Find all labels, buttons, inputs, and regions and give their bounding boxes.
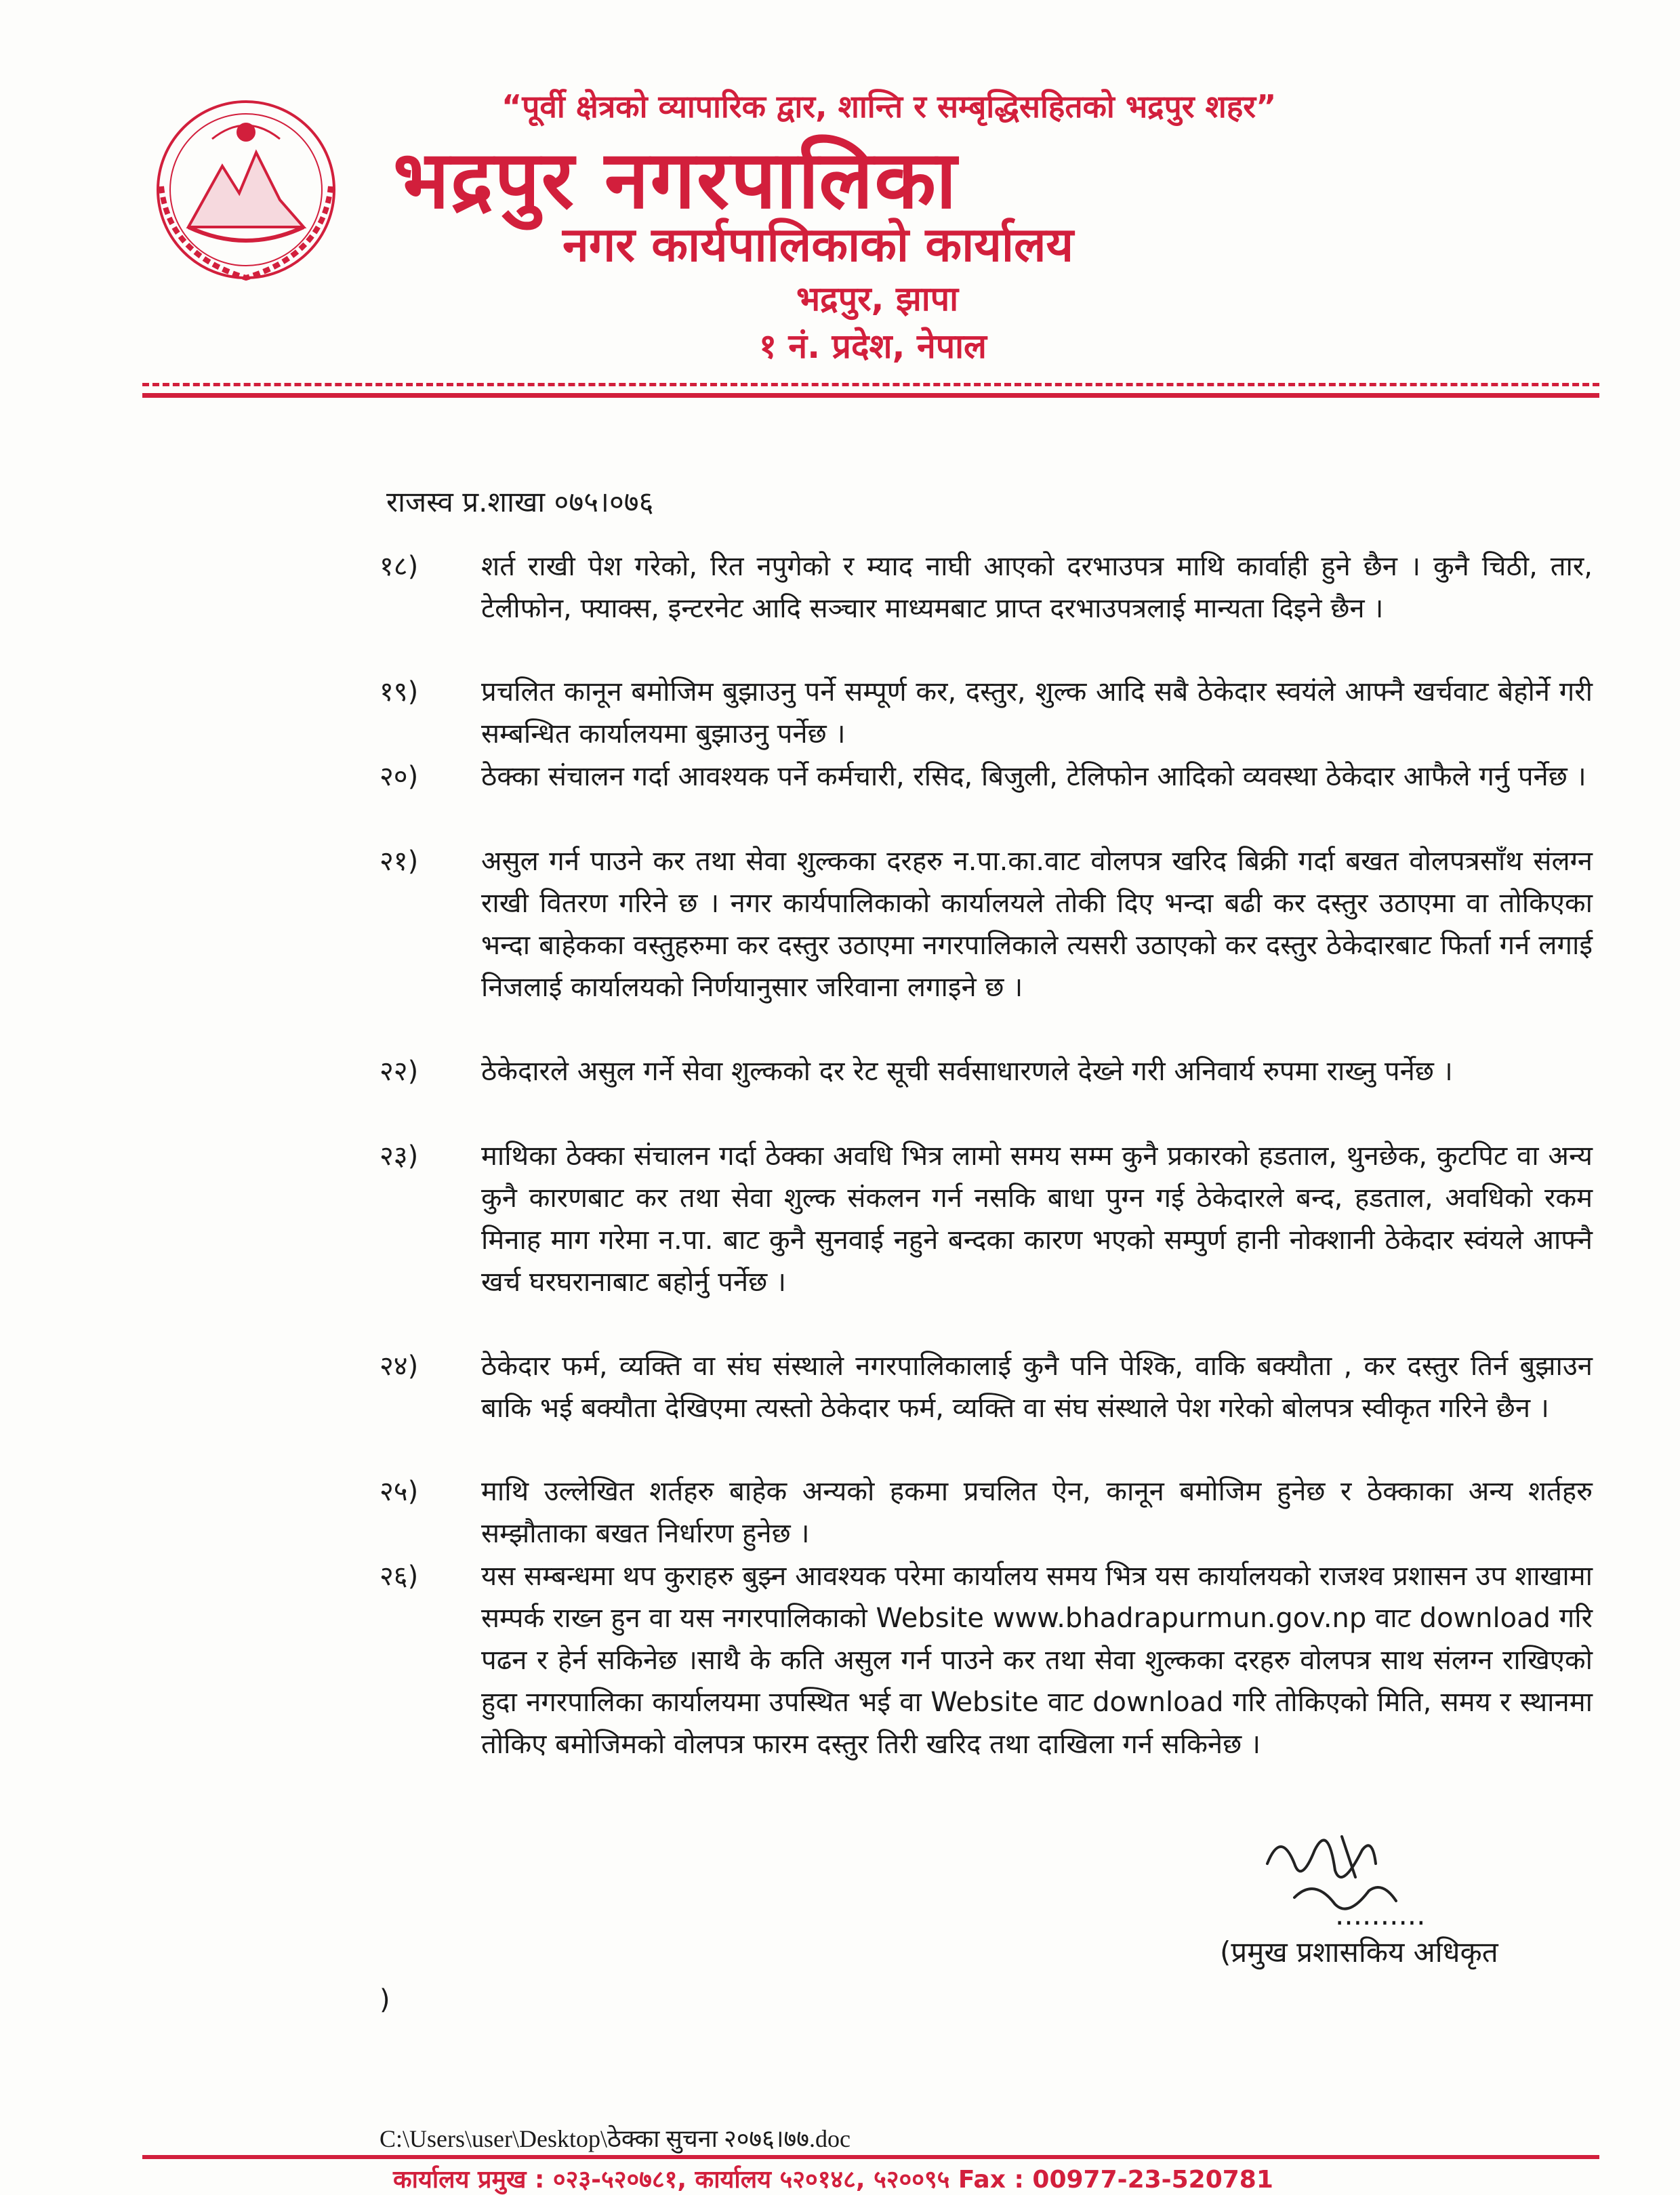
signature-dots: .......... [1335, 1898, 1426, 1931]
clause-number: २१) [380, 846, 419, 877]
office-name: नगर कार्यपालिकाको कार्यालय [562, 217, 1074, 272]
address-line-1: भद्रपुर, झापा [796, 279, 959, 319]
clause-text: माथि उल्लेखित शर्तहरु बाहेक अन्यको हकमा प्रचलित ऐन, कानून बमोजिम हुनेछ र ठेक्काका अन्य शर्तहरु सम्झौताका बखत निर्धारण हुनेछ । [481, 1476, 1593, 1549]
header-dashed-rule [142, 383, 1599, 386]
clause-text: माथिका ठेक्का संचालन गर्दा ठेक्का अवधि भित्र लामो समय सम्म कुनै प्रकारको हडताल, थुनछेक, कुटपिट वा अन्य कुनै कारणबाट कर तथा सेवा शुल्क संकलन गर्न नसकि बाधा पुग्न गई ठेकेदारले बन्द, हडताल, अवधिको रकम मिनाह माग गरेमा न.पा. बाट कुनै सुनवाई नहुने बन्दका कारण भएको सम्पुर्ण हानी नोक्शानी ठेकेदार स्वंयले आफ्नै खर्च घरघरानाबाट बहोर्नु पर्नेछ । [481, 1141, 1593, 1298]
file-path: C:\Users\user\Desktop\ठेक्का सुचना २०७६।७७.doc [380, 2125, 851, 2152]
clause-number: २०) [380, 761, 419, 792]
clause-number: २२) [380, 1056, 419, 1087]
municipality-name: भद्रपुर नगरपालिका [393, 133, 958, 226]
clause-number: २४) [380, 1351, 419, 1382]
clause-text: ठेक्का संचालन गर्दा आवश्यक पर्ने कर्मचारी, रसिद, बिजुली, टेलिफोन आदिको व्यवस्था ठेकेदार आफैले गर्नु पर्नेछ । [481, 761, 1586, 792]
clause-text: ठेकेदार फर्म, व्यक्ति वा संघ संस्थाले नगरपालिकालाई कुनै पनि पेश्कि, वाकि बक्यौता , कर दस्तुर तिर्न बुझाउन बाकि भई बक्यौता देखिएमा त्यस्तो ठेकेदार फर्म, व्यक्ति वा संघ संस्थाले पेश गरेको बोलपत्र स्वीकृत गरिने छैन । [481, 1351, 1593, 1424]
footer-rule [142, 2155, 1599, 2159]
clause-text: प्रचलित कानून बमोजिम बुझाउनु पर्ने सम्पूर्ण कर, दस्तुर, शुल्क आदि सबै ठेकेदार स्वयंले आफ्नै खर्चवाट बेहोर्ने गरी सम्बन्धित कार्यालयमा बुझाउनु पर्नेछ । [481, 676, 1593, 750]
designation-label: (प्रमुख प्रशासकिय अधिकृत [1220, 1935, 1498, 1969]
letterhead [0, 0, 1680, 407]
clause-text: असुल गर्न पाउने कर तथा सेवा शुल्कका दरहरु न.पा.का.वाट वोलपत्र खरिद बिक्री गर्दा बखत वोलपत्रसाँथ संलग्न राखी वितरण गरिने छ । नगर कार्यपालिकाको कार्यालयले तोकी दिए भन्दा बढी कर दस्तुर उठाएमा वा तोकिएका भन्दा बाहेकका वस्तुहरुमा कर दस्तुर उठाएमा नगरपालिकाले त्यसरी उठाएको कर दस्तुर ठेकेदारबाट फिर्ता गर्न लगाई निजलाई कार्यालयको निर्णयानुसार जरिवाना लगाइने छ । [481, 846, 1593, 1003]
clause-number: २६) [380, 1561, 419, 1592]
clause-number: २५) [380, 1476, 419, 1507]
stray-parenthesis: ) [380, 1984, 390, 2015]
clause-text: शर्त राखी पेश गरेको, रित नपुगेको र म्याद नाघी आएको दरभाउपत्र माथि कार्वाही हुने छैन । कुनै चिठी, तार, टेलीफोन, फ्याक्स, इन्टरनेट आदि सञ्चार माध्यमबाट प्राप्त दरभाउपत्रलाई मान्यता दिइने छैन । [481, 551, 1593, 624]
footer-contact: कार्यालय प्रमुख : ०२३-५२०७८१, कार्यालय ५२०१४८, ५२००९५ Fax : 00977-23-520781 [393, 2166, 1273, 2194]
clause-number: १९) [380, 676, 419, 707]
branch-reference: राजस्व प्र.शाखा ०७५।०७६ [386, 485, 654, 518]
clause-number: २३) [380, 1141, 419, 1172]
clause-text: यस सम्बन्धमा थप कुराहरु बुझ्न आवश्यक परेमा कार्यालय समय भित्र यस कार्यालयको राजश्व प्रशासन उप शाखामा सम्पर्क राख्न हुन वा यस नगरपालिकाको Website www.bhadrapurmun.gov.np वाट download गरि पढन र हेर्न सकिनेछ ।साथै के कति असुल गर्न पाउने कर तथा सेवा शुल्कका दरहरु वोलपत्र साथ संलग्न राखिएको हुदा नगरपालिका कार्यालयमा उपस्थित भई वा Website वाट download गरि तोकिएको मिति, समय र स्थानमा तोकिए बमोजिमको वोलपत्र फारम दस्तुर तिरी खरिद तथा दाखिला गर्न सकिनेछ । [481, 1561, 1593, 1760]
municipality-slogan: “पूर्वी क्षेत्रको व्यापारिक द्वार, शान्ति र सम्बृद्धिसहितको भद्रपुर शहर” [501, 88, 1277, 125]
clause-number: १८) [380, 551, 419, 582]
nepal-municipality-emblem-icon [148, 91, 344, 288]
header-rule [142, 393, 1599, 398]
clause-text: ठेकेदारले असुल गर्ने सेवा शुल्कको दर रेट सूची सर्वसाधारणले देख्ने गरी अनिवार्य रुपमा राख्नु पर्नेछ । [481, 1056, 1453, 1087]
address-line-2: १ नं. प्रदेश, नेपाल [759, 327, 987, 366]
signatory-designation [1220, 1898, 1498, 1973]
